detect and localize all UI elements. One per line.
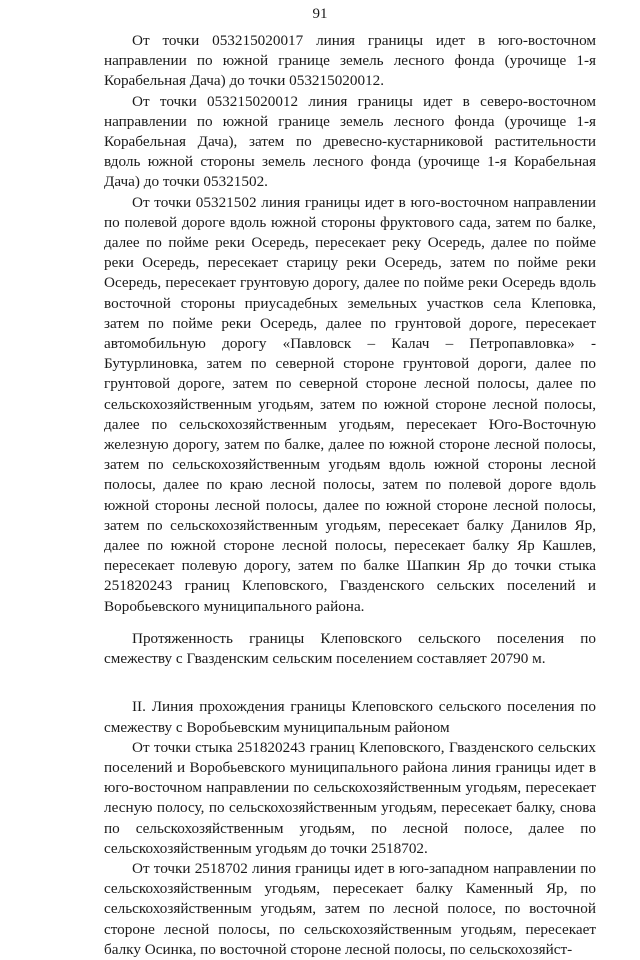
section-heading: II. Линия прохождения границы Клеповского сельского поселения по смежеству с Воробьевским муниципальным районом bbox=[104, 698, 596, 736]
paragraph-3: От точки 05321502 линия границы идет в юго-восточном направлении по полевой дороге вдоль южной стороны фруктового сада, затем по балке, далее по пойме реки Осередь, пересекает реку Осередь, далее по пойме реки Осередь, пересекает старицу реки Осередь, затем по пойме реки Осередь, пересекает грунтовую дорогу, далее по пойме реки Осередь вдоль восточной стороны приусадебных земельных участков села Клеповка, затем по пойме реки Осередь, далее по грунтовой дороге, пересекает автомобильную дорогу «Павловск – Калач – Петропавловка» - Бутурлиновка, затем по северной стороне грунтовой дороги, далее по грунтовой дороге, затем по северной стороне лесной полосы, далее по сельскохозяйственным угодьям, затем по южной стороне лесной полосы, далее по сельскохозяйственным угодьям, пересекает Юго-Восточную железную дорогу, затем по балке, далее по южной стороне лесной полосы, затем по сельскохозяйственным угодьям вдоль южной стороны лесной полосы, далее по краю лесной полосы, затем по полевой дороге вдоль южной стороны лесной полосы, далее по южной стороне лесной полосы, затем по сельскохозяйственным угодьям, пересекает балку Данилов Яр, далее по южной стороне лесной полосы, пересекает балку Яр Кашлев, пересекает полевую дорогу, затем по балке Шапкин Яр до точки стыка 251820243 границ Клеповского, Гвазденского сельских поселений и Воробьевского муниципального района. bbox=[104, 193, 596, 615]
page-number: 91 bbox=[312, 6, 328, 22]
document-body bbox=[104, 31, 596, 960]
section-paragraph-2: От точки 2518702 линия границы идет в юго-западном направлении по сельскохозяйственным угодьям, пересекает балку Каменный Яр, по сельскохозяйственным угодьям, затем по лесной полосе, по восточной стороне лесной полосы, по сельскохозяйственным угодьям, пересекает балку Осинка, по восточной стороне лесной полосы, по сельскохозяйст- bbox=[104, 859, 596, 958]
paragraph-2: От точки 053215020012 линия границы идет в северо-восточном направлении по южной границе земель лесного фонда (урочище 1-я Корабельная Дача), затем по древесно-кустарниковой растительности вдоль южной стороны земель лесного фонда (урочище 1-я Корабельная Дача) до точки 05321502. bbox=[104, 92, 596, 191]
section-paragraph-1: От точки стыка 251820243 границ Клеповского, Гвазденского сельских поселений и Воробьевского муниципального района линия границы идет в юго-восточном направлении по сельскохозяйственным угодьям, пересекает лесную полосу, по сельскохозяйственным угодьям, пересекает балку, снова по сельскохозяйственным угодьям, по лесной полосе, далее по сельскохозяйственным угодьям до точки 2518702. bbox=[104, 738, 596, 857]
paragraph-1: От точки 053215020017 линия границы идет в юго-восточном направлении по южной границе земель лесного фонда (урочище 1-я Корабельная Дача) до точки 053215020012. bbox=[104, 32, 596, 90]
paragraph-length-summary: Протяженность границы Клеповского сельского поселения по смежеству с Гвазденским сельским поселением составляет 20790 м. bbox=[104, 629, 596, 668]
